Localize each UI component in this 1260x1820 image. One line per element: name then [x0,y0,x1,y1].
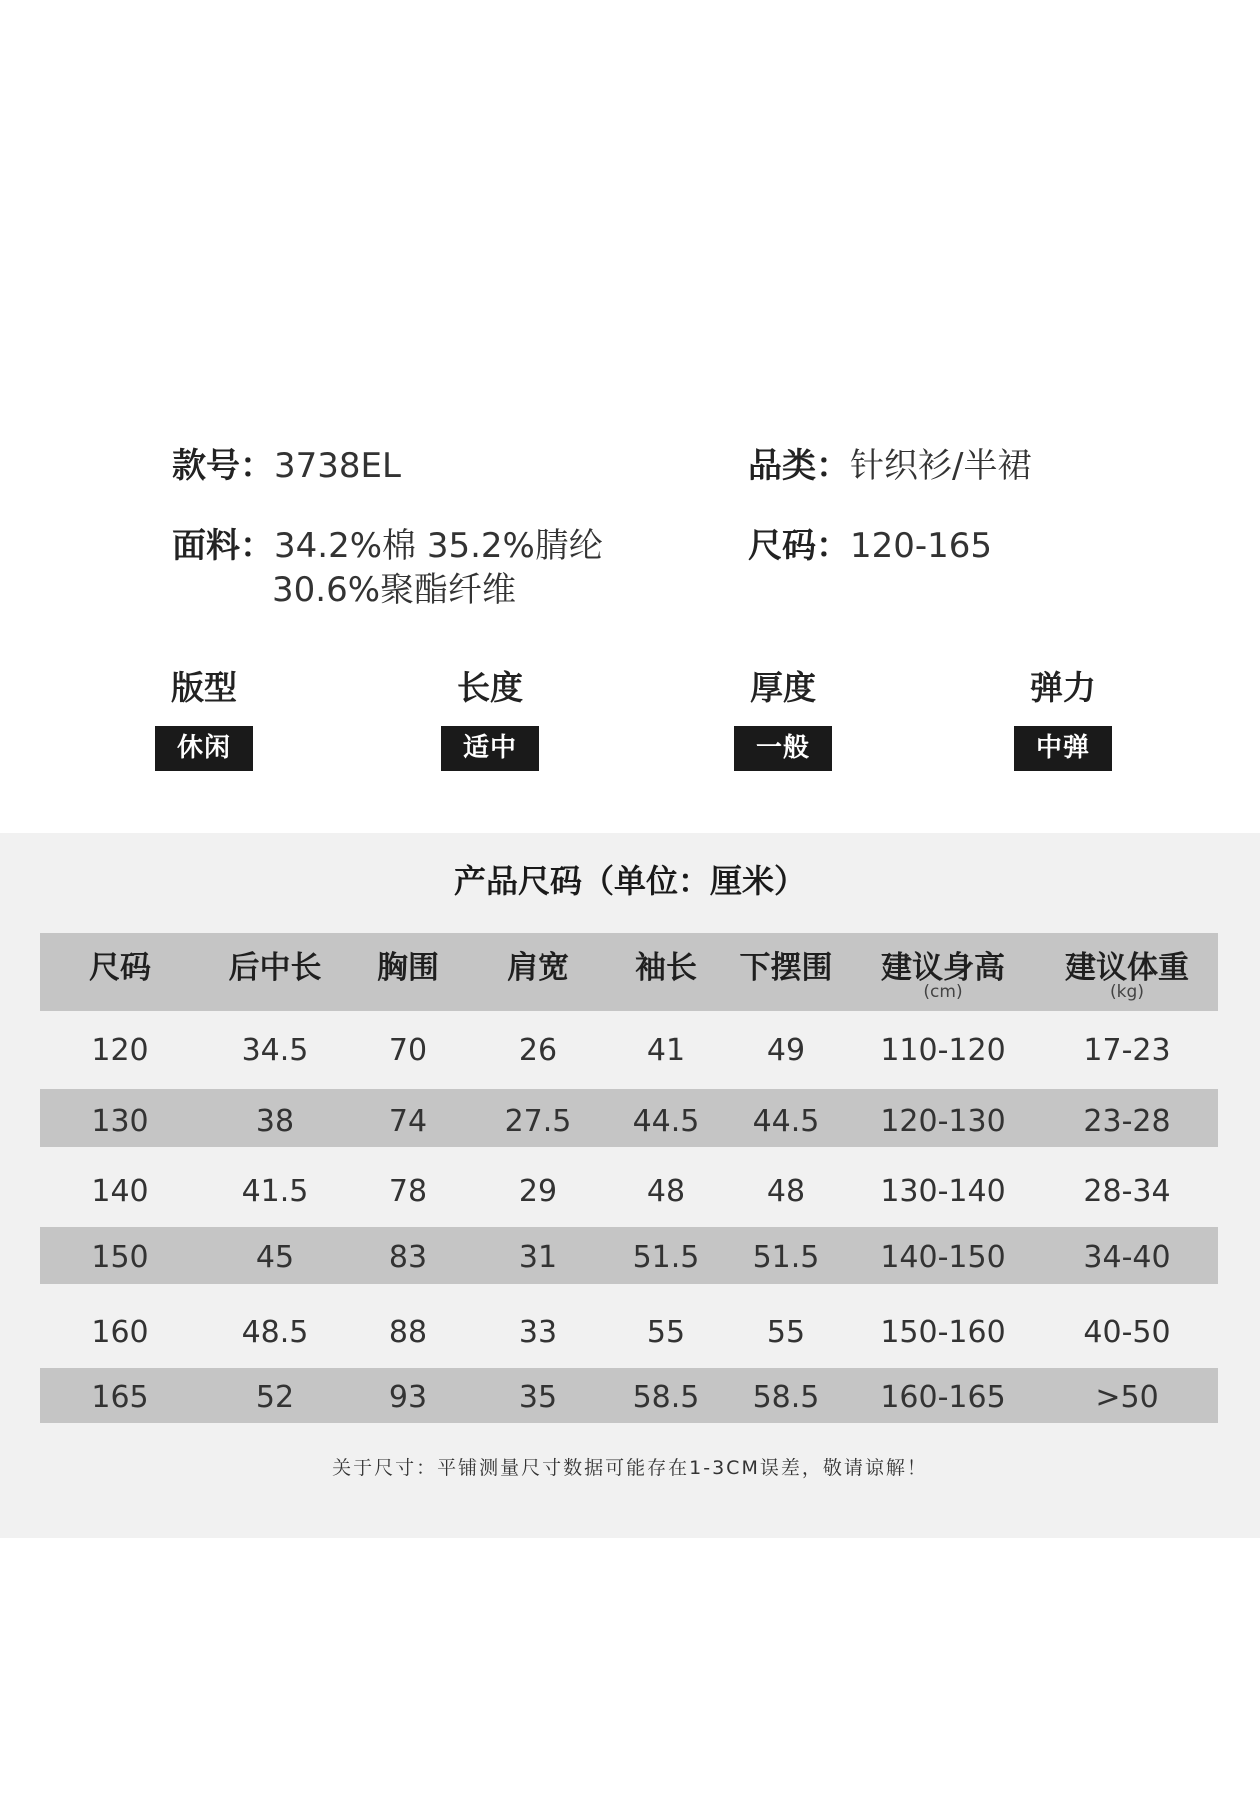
table-cell: 34.5 [241,1033,309,1068]
header-cell [722,933,850,1011]
table-cell: 48.5 [241,1315,309,1350]
fabric-value-line1: 34.2%棉 35.2%腈纶 [274,526,603,566]
attribute-tag: 一般 [734,726,832,771]
table-cell: 70 [388,1033,428,1068]
header-cell [200,933,350,1011]
table-cell: 88 [388,1315,428,1350]
table-cell: 51.5 [632,1240,700,1275]
table-cell: 140 [91,1174,149,1209]
attribute-tag: 适中 [441,726,539,771]
table-cell: 44.5 [752,1104,820,1139]
header-label: 肩宽 [507,950,569,986]
table-cell: 33 [518,1315,558,1350]
attribute-tag: 中弹 [1014,726,1112,771]
table-cell: 83 [388,1240,428,1275]
attribute-elasticity [998,668,1128,771]
table-cell: >50 [1095,1380,1159,1415]
category-value: 针织衫/半裙 [850,446,1032,486]
table-cell: 130-140 [880,1174,1006,1209]
table-cell: 41.5 [241,1174,309,1209]
attribute-title: 厚度 [750,668,816,707]
attribute-thickness [718,668,848,771]
product-info [0,0,1260,830]
header-label: 尺码 [89,950,151,986]
header-label: 建议体重 [1065,950,1189,986]
table-cell: 93 [388,1380,428,1415]
table-row [40,1227,1218,1284]
table-header-row [40,933,1218,1011]
table-cell: 52 [255,1380,295,1415]
table-cell: 29 [518,1174,558,1209]
size-table [40,933,1218,1423]
table-cell: 58.5 [632,1380,700,1415]
table-row [40,1147,1218,1227]
table-cell: 120-130 [880,1104,1006,1139]
table-cell: 40-50 [1083,1315,1171,1350]
header-label: 后中长 [228,950,322,986]
table-cell: 55 [646,1315,686,1350]
table-cell: 150-160 [880,1315,1006,1350]
table-cell: 55 [766,1315,806,1350]
size-value: 120-165 [850,526,993,566]
table-cell: 27.5 [504,1104,572,1139]
header-unit: (cm) [923,982,963,1002]
header-label: 下摆围 [739,950,833,986]
table-cell: 78 [388,1174,428,1209]
table-cell: 160 [91,1315,149,1350]
table-cell: 41 [646,1033,686,1068]
size-table-title: 产品尺码（单位：厘米） [453,862,806,900]
table-row [40,1284,1218,1368]
table-cell: 26 [518,1033,558,1068]
category [748,444,1031,488]
header-label: 袖长 [635,950,697,986]
size-footnote: 关于尺寸：平铺测量尺寸数据可能存在1-3CM误差，敬请谅解！ [332,1457,928,1479]
table-cell: 165 [91,1380,149,1415]
header-unit: (kg) [1110,982,1144,1002]
attribute-title: 弹力 [1030,668,1096,707]
header-cell [610,933,722,1011]
table-cell: 34-40 [1083,1240,1171,1275]
header-cell [466,933,610,1011]
attribute-title: 长度 [457,668,523,707]
header-cell [40,933,200,1011]
table-cell: 49 [766,1033,806,1068]
model-number [172,444,401,488]
table-cell: 28-34 [1083,1174,1171,1209]
table-cell: 74 [388,1104,428,1139]
table-cell: 140-150 [880,1240,1006,1275]
table-cell: 130 [91,1104,149,1139]
header-cell [350,933,466,1011]
attribute-fit [139,668,269,771]
header-cell [850,933,1036,1011]
header-label: 胸围 [377,950,439,986]
attribute-length [425,668,555,771]
table-cell: 35 [518,1380,558,1415]
table-cell: 51.5 [752,1240,820,1275]
header-label: 建议身高 [881,950,1005,986]
table-row [40,1368,1218,1423]
fabric-label: 面料： [172,526,274,566]
attribute-tag: 休闲 [155,726,253,771]
table-cell: 23-28 [1083,1104,1171,1139]
size-label: 尺码： [748,526,850,566]
table-body [40,1011,1218,1423]
table-cell: 31 [518,1240,558,1275]
table-cell: 48 [766,1174,806,1209]
model-label: 款号： [172,446,274,486]
table-cell: 160-165 [880,1380,1006,1415]
model-value: 3738EL [274,446,401,486]
table-cell: 58.5 [752,1380,820,1415]
table-cell: 38 [255,1104,295,1139]
attribute-title: 版型 [171,668,237,707]
table-row [40,1011,1218,1089]
table-cell: 150 [91,1240,149,1275]
table-cell: 44.5 [632,1104,700,1139]
table-cell: 17-23 [1083,1033,1171,1068]
table-cell: 120 [91,1033,149,1068]
fabric [172,524,603,612]
category-label: 品类： [748,446,850,486]
header-cell [1036,933,1218,1011]
table-cell: 45 [255,1240,295,1275]
size-range [748,524,992,568]
table-cell: 48 [646,1174,686,1209]
fabric-value-line2: 30.6%聚酯纤维 [272,570,517,610]
size-table-section [0,833,1260,1538]
table-row [40,1089,1218,1147]
table-cell: 110-120 [880,1033,1006,1068]
